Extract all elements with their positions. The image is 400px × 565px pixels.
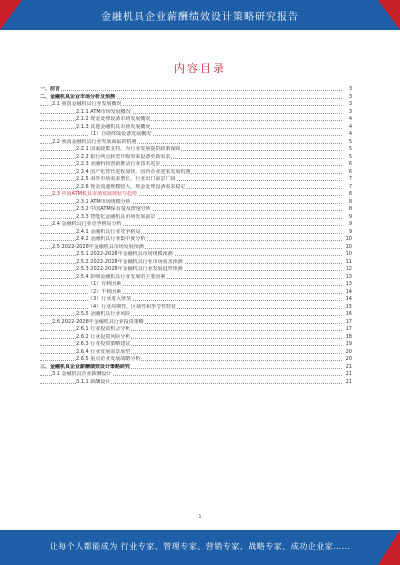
toc-entry[interactable] (40, 349, 352, 357)
toc-entry-label: 2.6.1 行业投资机会分析 (76, 326, 131, 332)
toc-entry-label: 2.5.1 2022-2028年金融机具市场规模预测 (76, 251, 173, 257)
toc-entry[interactable] (40, 101, 352, 109)
toc-entry-label: 2.6 2022-2028年金融机具行业投资策略 (52, 318, 144, 325)
toc-leader-dots (40, 293, 342, 294)
toc-entry-page: 16 (345, 311, 352, 317)
toc-entry[interactable] (40, 86, 352, 94)
toc-entry-page: 10 (345, 251, 352, 257)
toc-entry-label: 2.2.6 现金流通规模较大，现金处理设备需求稳定 (76, 183, 186, 190)
toc-entry-page: 4 (348, 116, 352, 122)
toc-entry[interactable] (40, 364, 352, 372)
toc-entry-label: 2.4.2 金融机具行业集中度分析 (76, 236, 146, 242)
toc-entry-page: 4 (348, 131, 352, 137)
toc-entry-page: 5 (348, 153, 352, 160)
toc-entry-label: 2.3 中国ATM机具市场发展现状与趋势 (52, 191, 137, 197)
toc-entry-label: （1）有利因素 (88, 281, 122, 287)
toc-entry-label: 2.6.5 重点企业发展战略分析 (76, 356, 141, 362)
toc-entry-page: 19 (345, 341, 352, 347)
toc-entry-page: 3 (348, 101, 352, 107)
toc-entry-page: 4 (348, 123, 352, 130)
toc-entry-label: 2.5 2022-2028年金融机具市场发展预测 (52, 243, 144, 250)
toc-entry-label: 三、金融机具企业薪酬绩效设计策略研究 (40, 363, 131, 370)
toc-entry-page: 18 (345, 333, 352, 340)
toc-leader-dots (40, 90, 342, 91)
toc-entry[interactable] (40, 221, 352, 229)
toc-entry-label: 2.1.3 其他金融机具市场发展概况 (76, 123, 151, 130)
toc-entry[interactable] (40, 199, 352, 207)
toc-entry-page: 9 (348, 213, 352, 220)
toc-entry-page: 14 (345, 296, 352, 302)
toc-entry-label: （1）自助终端设备发展概况 (88, 131, 152, 137)
toc-entry-label: 2.2.4 国产化替代进程加快，国内企业迎来发展机遇 (76, 168, 191, 175)
toc-entry-label: 2.2.3 金融科技创新推动行业技术进步 (76, 161, 161, 167)
toc-entry[interactable] (40, 326, 352, 334)
toc-entry[interactable] (40, 274, 352, 282)
toc-entry-page: 3 (348, 86, 352, 92)
toc-entry-page: 21 (345, 378, 352, 385)
toc-entry-label: 2.1.2 现金处理设备市场发展概况 (76, 116, 151, 122)
toc-entry[interactable] (40, 116, 352, 124)
toc-entry[interactable] (40, 191, 352, 199)
toc-entry-label: 2.3.3 智能化金融机具市场发展前景 (76, 213, 156, 220)
toc-entry-label: 3.1 金融机具企业薪酬设计 (52, 371, 112, 377)
toc-entry-label: 2.3.2 中国ATM保有量及增速分析 (76, 206, 151, 212)
toc-entry[interactable] (40, 296, 352, 304)
toc-entry-label: 2.6.4 行业发展前景展望 (76, 348, 131, 355)
toc-entry-label: 2.5.5 金融机具行业风险 (76, 311, 131, 317)
toc-entry[interactable] (40, 94, 352, 102)
toc-entry-label: 2.2 我国金融机具行业发展面临的机遇 (52, 138, 137, 145)
toc-entry-label: 3.1.1 薪酬设计 (76, 378, 111, 385)
toc-entry[interactable] (40, 139, 352, 147)
toc-entry[interactable] (40, 304, 352, 312)
toc-entry-page: 20 (345, 356, 352, 362)
toc-entry-label: 2.4 金融机具行业竞争格局分析 (52, 221, 122, 227)
toc-entry-label: （2）不利因素 (88, 288, 122, 295)
toc-entry-label: 2.2.2 银行网点转型升级带来设备更新需求 (76, 153, 171, 160)
toc-entry-label: 2.1 我国金融机具行业发展概况 (52, 101, 122, 107)
toc-entry[interactable] (40, 341, 352, 349)
toc-entry-page: 8 (348, 206, 352, 212)
toc-entry[interactable] (40, 161, 352, 169)
toc-entry-label: 2.6.2 行业投资风险分析 (76, 333, 131, 340)
page-header (0, 0, 400, 30)
toc-title: 内容目录 (174, 62, 226, 75)
toc-entry-page: 6 (348, 161, 352, 167)
toc-entry-page: 9 (348, 221, 352, 227)
toc-entry-label: 一、前言 (40, 86, 61, 92)
toc-entry[interactable] (40, 109, 352, 117)
toc-entry-label: （3）行业进入壁垒 (88, 296, 132, 302)
table-of-contents (40, 86, 352, 386)
toc-entry[interactable] (40, 289, 352, 297)
toc-entry-page: 9 (348, 228, 352, 235)
toc-entry[interactable] (40, 379, 352, 387)
toc-entry-page: 20 (345, 348, 352, 355)
toc-entry-page: 5 (348, 146, 352, 152)
toc-entry-label: 2.5.4 影响金融机具行业发展的主要因素 (76, 273, 166, 280)
toc-entry[interactable] (40, 184, 352, 192)
toc-entry-page: 17 (345, 326, 352, 332)
toc-entry-label: （4）行业周期性、区域性和季节性特征 (88, 303, 177, 310)
toc-entry-label: 2.2.1 国家政策支持，为行业发展提供政策保障 (76, 146, 181, 152)
toc-entry[interactable] (40, 236, 352, 244)
toc-entry-page: 8 (348, 191, 352, 197)
toc-leader-dots (40, 135, 342, 136)
toc-entry[interactable] (40, 356, 352, 364)
toc-leader-dots (40, 300, 342, 301)
footer-corner-right (378, 530, 400, 565)
toc-entry[interactable] (40, 371, 352, 379)
header-corner-right (378, 0, 400, 30)
toc-entry-page: 8 (348, 198, 352, 205)
toc-leader-dots (40, 285, 342, 286)
toc-entry-page: 17 (345, 318, 352, 325)
toc-entry-label: 2.5.3 2022-2028年金融机具行业发展趋势预测 (76, 266, 183, 272)
toc-entry-page: 5 (348, 138, 352, 145)
toc-entry-label: 2.3.1 ATM市场规模分析 (76, 198, 131, 205)
toc-entry-page: 14 (345, 288, 352, 295)
toc-entry-page: 21 (345, 363, 352, 370)
toc-entry-label: 二、金融机具企业市场分析及预测 (40, 93, 116, 100)
page-footer (0, 530, 400, 565)
toc-entry[interactable] (40, 154, 352, 162)
toc-entry-label: 2.4.1 金融机具行业竞争格局 (76, 228, 141, 235)
toc-entry-page: 3 (348, 93, 352, 100)
toc-entry-label: 2.1.1 ATM市场发展概况 (76, 108, 131, 115)
toc-entry-page: 10 (345, 236, 352, 242)
toc-entry-page: 21 (345, 371, 352, 377)
toc-entry-label: 2.5.2 2022-2028年金融机具行业市场需求预测 (76, 258, 183, 265)
toc-entry-page: 13 (345, 281, 352, 287)
toc-entry-page: 7 (348, 176, 352, 182)
toc-entry[interactable] (40, 251, 352, 259)
toc-entry[interactable] (40, 259, 352, 267)
toc-entry[interactable] (40, 281, 352, 289)
header-title: 金融机具企业薪酬绩效设计策略研究报告 (101, 12, 299, 23)
toc-entry[interactable] (40, 266, 352, 274)
toc-entry-page: 11 (345, 258, 352, 265)
toc-entry-page: 12 (345, 266, 352, 272)
toc-entry-label: 2.6.3 行业投资策略建议 (76, 341, 131, 347)
toc-entry[interactable] (40, 311, 352, 319)
toc-entry[interactable] (40, 146, 352, 154)
toc-entry-page: 13 (345, 273, 352, 280)
toc-entry[interactable] (40, 176, 352, 184)
toc-entry[interactable] (40, 206, 352, 214)
toc-entry[interactable] (40, 214, 352, 222)
toc-entry[interactable] (40, 334, 352, 342)
toc-entry-page: 15 (345, 303, 352, 310)
toc-entry-page: 6 (348, 168, 352, 175)
toc-entry-label: 2.2.5 海外市场需求增长，行业出口前景广阔 (76, 176, 176, 182)
footer-slogan: 让每个人都能成为 行业专家、管理专家、营销专家、战略专家、成功企业家…… (49, 542, 351, 551)
toc-entry[interactable] (40, 244, 352, 252)
toc-entry[interactable] (40, 131, 352, 139)
toc-entry-page: 10 (345, 243, 352, 250)
toc-entry[interactable] (40, 169, 352, 177)
toc-leader-dots (40, 308, 342, 309)
page-number: 1 (198, 514, 202, 520)
toc-entry-page: 7 (348, 183, 352, 190)
toc-entry[interactable] (40, 319, 352, 327)
toc-entry-page: 3 (348, 108, 352, 115)
toc-entry[interactable] (40, 229, 352, 237)
toc-entry[interactable] (40, 124, 352, 132)
